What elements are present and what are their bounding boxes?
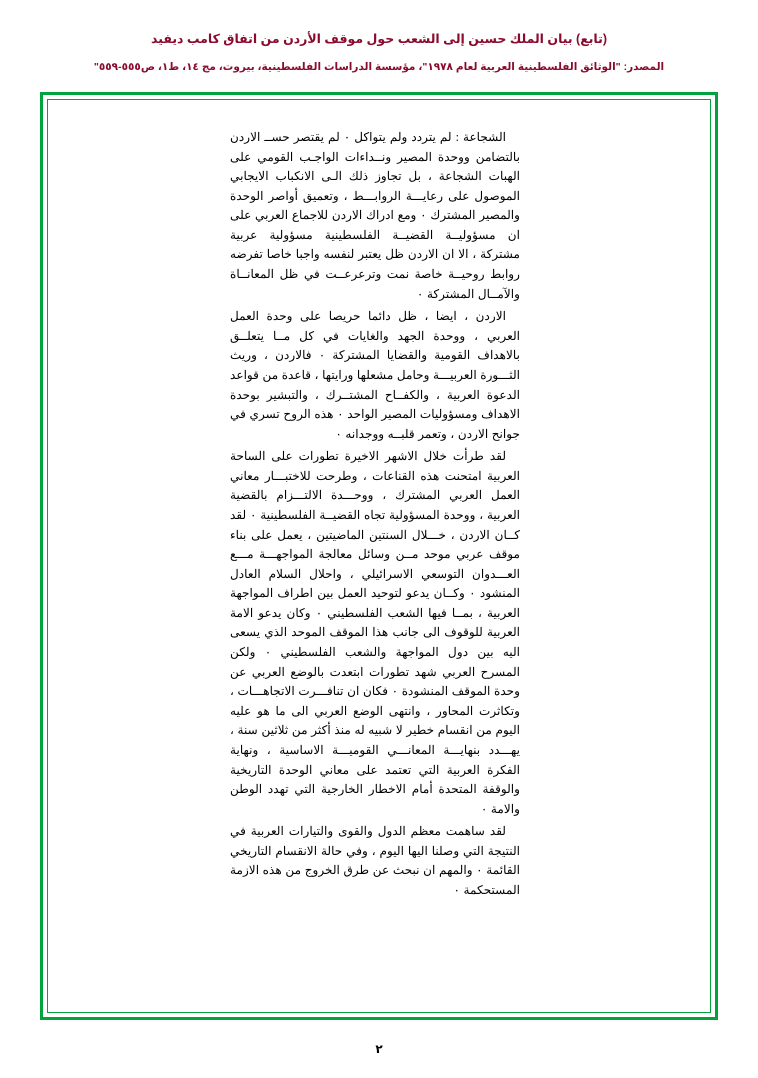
- paragraph: الاردن ، ايضا ، ظل دائما حريصا على وحدة العمل العربي ، ووحدة الجهد والغايات في كل مــا يتعلــق بالاهداف القومية والقضايا المشتركة ٠ فالاردن ، وريث الثـــورة العربيـــة وحامل مشعلها ورايتها ، قاعدة من قواعد الدعوة العربية ، والكفــاح المشتــرك ، والتبشير بوحدة الاهداف ومسؤوليات المصير الواحد ٠ هذه الروح تسري في جوانح الاردن ، وتعمر قلبــه ووجدانه ٠: [230, 309, 520, 441]
- document-header: [0, 0, 758, 76]
- green-border-frame: [40, 92, 718, 1020]
- page-number: ٢: [375, 1042, 383, 1056]
- page-title: (تابع) بيان الملك حسين إلى الشعب حول موقف الأردن من اتفاق كامب ديفيد: [151, 32, 607, 46]
- paragraph: لقد طرأت خلال الاشهر الاخيرة تطورات على الساحة العربية امتحنت هذه القناعات ، وطرحت للاختبـــار معاني العمل العربي المشترك ، ووحـــدة الالتـــزام بالقضية العربية ، ووحدة المسؤولية تجاه القضيــة الفلسطينية ٠ لقد كــان الاردن ، خـــلال السنتين الماضيتين ، يعمل على بناء موقف عربي موحد مــن وسائل معالجة المواجهـــة مـــع العـــدوان التوسعي الاسرائيلي ، واحلال السلام العادل المنشود ٠ وكــان يدعو لتوحيد العمل بين اطراف المواجهة العربية ، بمــا فيها الشعب الفلسطيني ٠ وكان يدعو الامة العربية للوقوف الى جانب هذا الموقف الموحد الذي يسعى اليه بين دول المواجهة والشعب الفلسطيني ٠ ولكن المسرح العربي شهد تطورات ابتعدت بالوضع العربي عن وحدة الموقف المنشودة ٠ فكان ان تنافـــرت الاتجاهـــات ، وتكاثرت المحاور ، وانتهى الوضع العربي الى ما هو عليه اليوم من انقسام خطير لا شبيه له منذ أكثر من ثلاثين سنة ، يهـــدد بنهايـــة المعانـــي القوميـــة الاساسية ، ونهاية الفكرة العربية التي تعتمد على معاني الوحدة التاريخية والوقفة المتحدة أمام الاخطار الخارجية التي تهدد الوطن والامة ٠: [230, 449, 521, 816]
- paragraph: لقد ساهمت معظم الدول والقوى والتيارات العربية في النتيجة التي وصلنا اليها اليوم ، وفي حالة الانقسام التاريخي القائمة ٠ والمهم ان نبحث عن طرق الخروج من هذه الازمة المستحكمة ٠: [230, 824, 520, 897]
- paragraph: الشجاعة : لم يتردد ولم يتواكل ٠ لم يقتصر حســ الاردن بالتضامن ووحدة المصير ونــداءات الواجـب القومي على الهبات الشجاعة ، بل تجاوز ذلك الـى الانكباب الايجابي الموصول على رعايـــة الروابـــط ، وتعميق أواصر الوحدة والمصير المشترك ٠ ومع ادراك الاردن للاجماع العربي على ان مسؤوليــة القضيــة الفلسطينية مسؤولية عربية مشتركة ، الا ان الاردن ظل يعتبر لنفسه واجبا خاصا تفرضه روابط روحيــة خاصة نمت وترعرعــت في ظل المعانــاة والآمــال المشتركة ٠: [230, 130, 520, 301]
- document-body: [230, 128, 520, 904]
- green-border-inner: [47, 99, 711, 1013]
- source-line: المصدر: "الوثائق الفلسطينية العربية لعام ١٩٧٨"، مؤسسة الدراسات الفلسطينية، بيروت، مج ١٤، ط١، ص٥٥٥-٥٥٩": [93, 60, 665, 73]
